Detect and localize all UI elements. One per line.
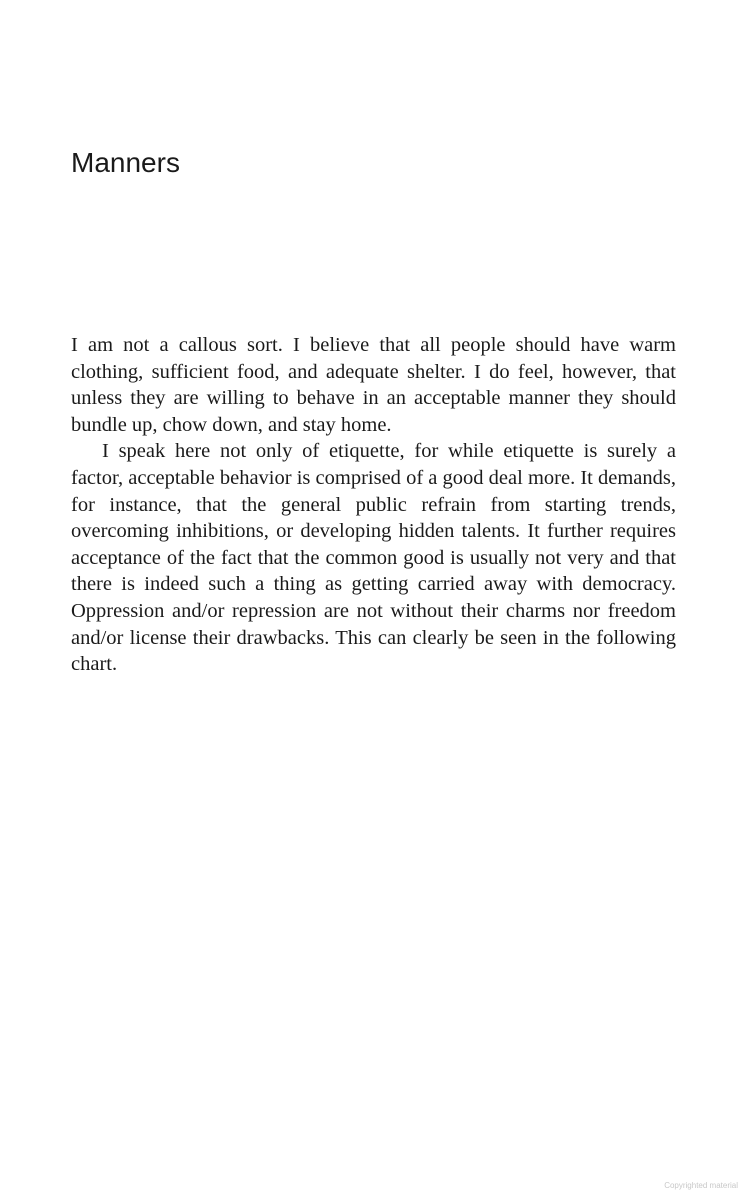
body-text xyxy=(71,332,676,678)
copyright-watermark: Copyrighted material xyxy=(664,1181,738,1190)
chapter-title: Manners xyxy=(71,147,180,178)
paragraph-1: I am not a callous sort. I believe that all people should have warm clothing, sufficient food, and adequate shelter. I do feel, however, that unless they are willing to behave in an acceptable manner they should bundle up, chow down, and stay home. xyxy=(71,334,676,436)
paragraph-2: I speak here not only of etiquette, for while etiquette is surely a factor, acceptable behavior is comprised of a good deal more. It demands, for instance, that the general public refrain from starting trends, overcoming inhibitions, or developing hidden talents. It further requires acceptance of the fact that the common good is usually not very and that there is indeed such a thing as getting carried away with democracy. Oppression and/or repression are not without their charms nor freedom and/or license their drawbacks. This can clearly be seen in the following chart. xyxy=(71,440,676,676)
